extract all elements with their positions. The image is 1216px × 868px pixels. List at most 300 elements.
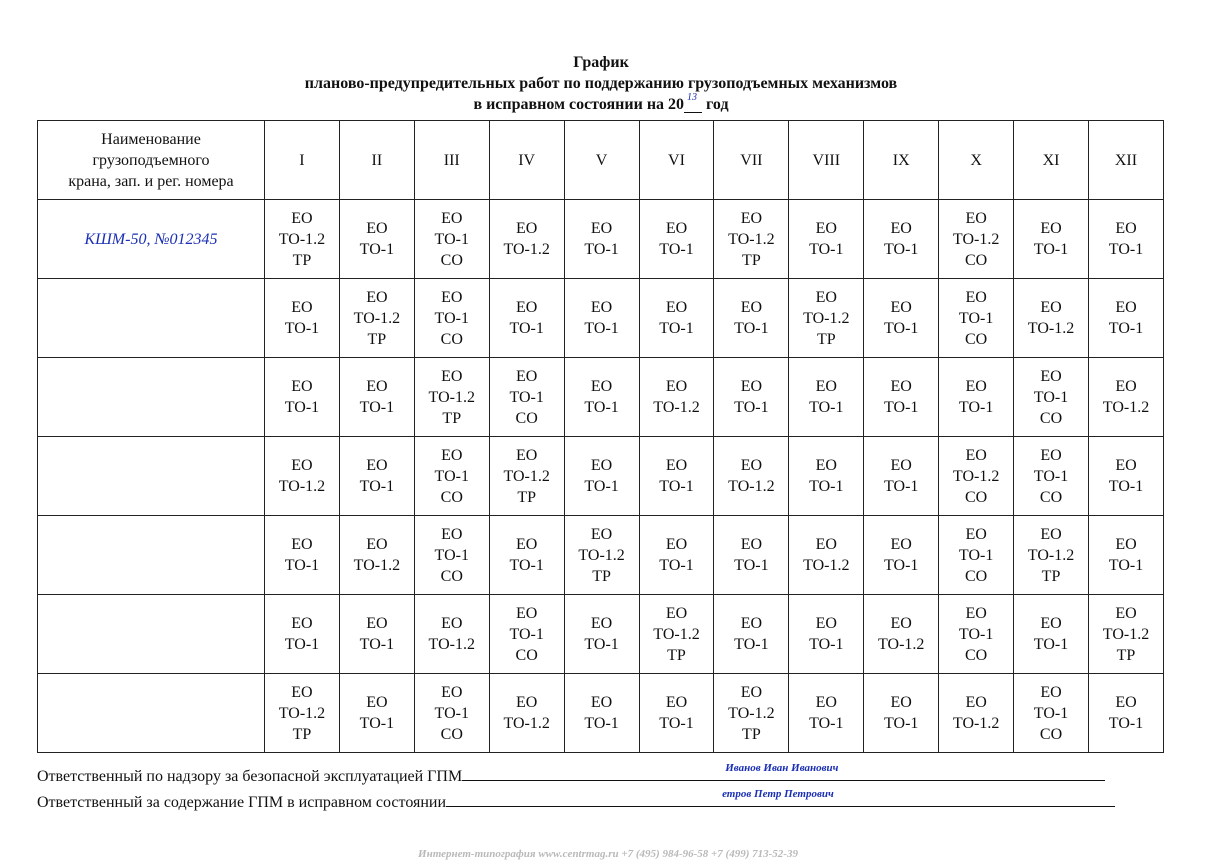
schedule-cell	[489, 595, 564, 674]
schedule-cell	[939, 358, 1014, 437]
crane-name-cell	[38, 279, 265, 358]
maintenance-code: ТО-1	[1033, 704, 1069, 722]
schedule-cell	[564, 516, 639, 595]
schedule-cell	[714, 279, 789, 358]
maintenance-code: ЕО	[815, 694, 837, 711]
supervision-signature-line	[37, 762, 1105, 787]
schedule-cell	[1014, 200, 1089, 279]
schedule-cell	[714, 516, 789, 595]
maintenance-code: ЕО	[665, 220, 688, 237]
maintenance-code: ТО-1	[809, 636, 844, 653]
crane-name-header-line: грузоподъемного	[92, 151, 210, 169]
maintenance-code: СО	[1039, 488, 1063, 506]
maintenance-code: ТР	[592, 567, 611, 585]
maintenance-code: ЕО	[1115, 299, 1137, 316]
maintenance-code: СО	[440, 567, 463, 585]
maintenance-code: ТО-1	[509, 557, 544, 574]
schedule-cell	[339, 595, 414, 674]
schedule-cell	[1014, 595, 1089, 674]
schedule-cell	[1088, 516, 1163, 595]
maintenance-code: ТО-1	[359, 636, 395, 653]
schedule-cell	[1014, 674, 1089, 753]
maintenance-code: ТО-1.2	[503, 715, 550, 732]
maintenance-code: ЕО	[740, 209, 763, 227]
maintenance-code: ТР	[367, 330, 387, 348]
maintenance-code: ЕО	[965, 288, 987, 306]
schedule-cell	[789, 516, 864, 595]
schedule-cell	[339, 279, 414, 358]
maintenance-code: ЕО	[890, 536, 912, 553]
maintenance-code: ЕО	[291, 457, 313, 474]
maintenance-code: ЕО	[590, 615, 613, 632]
maintenance-code: ТО-1.2	[952, 715, 1000, 732]
schedule-cell	[639, 437, 714, 516]
maintenance-code: СО	[515, 409, 538, 427]
maintenance-code: СО	[440, 725, 463, 743]
schedule-cell	[789, 200, 864, 279]
maintenance-code: ТР	[667, 646, 686, 664]
maintenance-code: ЕО	[665, 299, 688, 316]
schedule-cell	[714, 437, 789, 516]
schedule-cell	[939, 437, 1014, 516]
maintenance-code: ЕО	[590, 457, 613, 474]
schedule-cell	[714, 595, 789, 674]
schedule-cell	[489, 516, 564, 595]
schedule-cell	[265, 516, 340, 595]
maintenance-code: ТО-1	[359, 241, 395, 258]
schedule-cell	[864, 437, 939, 516]
maintenance-code: ТО-1	[584, 320, 619, 337]
maintenance-code: ТР	[1041, 567, 1061, 585]
maintenance-code: ЕО	[1040, 446, 1062, 464]
maintenance-code: ЕО	[815, 615, 837, 632]
schedule-cell	[489, 674, 564, 753]
crane-name-header-line: Наименование	[101, 130, 201, 148]
schedule-cell	[939, 595, 1014, 674]
schedule-cell	[789, 437, 864, 516]
schedule-cell	[339, 358, 414, 437]
maintenance-code: ТО-1	[958, 546, 994, 564]
month-header: I	[265, 121, 340, 200]
table-body	[38, 200, 1164, 753]
schedule-cell	[789, 674, 864, 753]
maintenance-code: ЕО	[965, 378, 987, 395]
maintenance-code: ЕО	[740, 457, 763, 474]
maintenance-code: ЕО	[965, 446, 987, 464]
table-row	[38, 437, 1164, 516]
maintenance-code: ЕО	[740, 615, 763, 632]
schedule-cell	[414, 437, 489, 516]
maintenance-code: СО	[964, 251, 988, 269]
maintenance-code: ЕО	[590, 299, 613, 316]
schedule-cell	[414, 200, 489, 279]
maintenance-label: Ответственный за содержание ГПМ в исправном состоянии	[37, 794, 447, 811]
month-header: VII	[714, 121, 789, 200]
schedule-cell	[864, 595, 939, 674]
maintenance-code: ЕО	[815, 378, 837, 395]
schedule-cell	[265, 358, 340, 437]
maintenance-code: ТО-1	[359, 399, 395, 416]
maintenance-code: ЕО	[965, 694, 987, 711]
maintenance-code: ЕО	[291, 209, 313, 227]
crane-name-cell	[38, 674, 265, 753]
maintenance-code: ЕО	[890, 220, 912, 237]
maintenance-code: ТО-1.2	[952, 230, 1000, 248]
maintenance-code: ЕО	[1115, 694, 1137, 711]
schedule-cell	[939, 200, 1014, 279]
maintenance-code: ЕО	[291, 683, 313, 701]
maintenance-code: ТО-1.2	[653, 625, 700, 643]
crane-name-header	[38, 121, 265, 200]
maintenance-code: СО	[1039, 409, 1063, 427]
schedule-cell	[265, 437, 340, 516]
maintenance-code: ТО-1	[958, 309, 994, 327]
maintenance-code: ТО-1	[659, 320, 694, 337]
maintenance-code: ЕО	[441, 446, 463, 464]
schedule-cell	[639, 279, 714, 358]
maintenance-code: СО	[1039, 725, 1063, 743]
maintenance-code: ТО-1	[584, 636, 619, 653]
maintenance-code: ТО-1.2	[278, 478, 326, 495]
maintenance-code: СО	[440, 330, 463, 348]
table-row	[38, 516, 1164, 595]
schedule-cell	[564, 595, 639, 674]
month-header: III	[414, 121, 489, 200]
schedule-cell	[639, 358, 714, 437]
maintenance-code: СО	[964, 646, 988, 664]
maintenance-code: ЕО	[366, 694, 388, 711]
schedule-cell	[864, 279, 939, 358]
maintenance-code: ТО-1.2	[728, 230, 775, 248]
maintenance-code: ЕО	[366, 536, 388, 553]
maintenance-code: ЕО	[516, 536, 538, 553]
maintenance-code: ТО-1	[434, 467, 469, 485]
crane-name-cell	[38, 516, 265, 595]
table-row	[38, 200, 1164, 279]
schedule-cell	[864, 200, 939, 279]
maintenance-code: ТО-1	[883, 241, 919, 258]
schedule-cell	[564, 279, 639, 358]
schedule-cell	[714, 674, 789, 753]
schedule-cell	[789, 279, 864, 358]
maintenance-code: ЕО	[665, 604, 688, 622]
schedule-cell	[864, 358, 939, 437]
maintenance-code: ЕО	[740, 536, 763, 553]
maintenance-code: ТО-1	[734, 557, 769, 574]
maintenance-code: ТР	[517, 488, 536, 506]
maintenance-code: СО	[440, 488, 463, 506]
schedule-cell	[639, 200, 714, 279]
maintenance-code: ТО-1.2	[428, 636, 475, 653]
maintenance-code: ЕО	[366, 457, 388, 474]
year-field	[684, 92, 702, 113]
schedule-cell	[1014, 437, 1089, 516]
maintenance-code: ЕО	[1115, 378, 1137, 395]
maintenance-code: ТО-1	[584, 478, 619, 495]
maintenance-code: ЕО	[516, 694, 538, 711]
schedule-cell	[1088, 279, 1163, 358]
maintenance-code: СО	[964, 330, 988, 348]
schedule-cell	[1088, 358, 1163, 437]
maintenance-code: ТО-1	[434, 546, 469, 564]
maintenance-code: ЕО	[291, 299, 313, 316]
maintenance-code: ТР	[742, 725, 761, 743]
maintenance-code: ТО-1	[1108, 557, 1144, 574]
supervision-label: Ответственный по надзору за безопасной эксплуатацией ГПМ	[37, 768, 463, 785]
schedule-cell	[864, 516, 939, 595]
maintenance-code: ТО-1.2	[1027, 320, 1075, 337]
schedule-cell	[489, 437, 564, 516]
crane-name-cell: КШМ-50, №012345	[38, 200, 265, 279]
maintenance-code: ЕО	[516, 299, 538, 316]
maintenance-code: ЕО	[890, 299, 912, 316]
maintenance-code: ЕО	[516, 446, 538, 464]
schedule-cell	[414, 595, 489, 674]
schedule-cell	[864, 674, 939, 753]
maintenance-code: ТР	[816, 330, 836, 348]
crane-name-header-line: крана, зап. и рег. номера	[68, 172, 234, 190]
schedule-cell	[414, 358, 489, 437]
schedule-cell	[1088, 200, 1163, 279]
schedule-cell	[489, 358, 564, 437]
year-line-prefix: в исправном состоянии на 20	[473, 96, 685, 113]
schedule-cell	[564, 674, 639, 753]
crane-name-cell	[38, 595, 265, 674]
maintenance-code: ЕО	[516, 604, 538, 622]
table-row	[38, 595, 1164, 674]
maintenance-code: ЕО	[441, 683, 463, 701]
year-value: 13	[687, 92, 698, 103]
maintenance-signature-field	[446, 788, 1115, 807]
maintenance-code: ЕО	[441, 367, 463, 385]
maintenance-code: ТО-1	[659, 241, 694, 258]
maintenance-code: ЕО	[665, 378, 688, 395]
maintenance-code: ТО-1	[958, 399, 994, 416]
schedule-cell	[414, 279, 489, 358]
maintenance-code: ЕО	[965, 604, 987, 622]
maintenance-code: ТО-1	[1033, 636, 1069, 653]
schedule-cell	[639, 674, 714, 753]
maintenance-code: ТО-1	[509, 625, 544, 643]
schedule-cell	[339, 437, 414, 516]
maintenance-code: ТО-1.2	[578, 546, 625, 564]
maintenance-code: ТО-1.2	[952, 467, 1000, 485]
maintenance-code: СО	[964, 488, 988, 506]
maintenance-code: ТО-1	[809, 241, 844, 258]
maintenance-code: ТО-1.2	[1102, 625, 1150, 643]
maintenance-code: ТО-1	[809, 715, 844, 732]
maintenance-code: ЕО	[890, 457, 912, 474]
schedule-cell	[564, 358, 639, 437]
table-row	[38, 279, 1164, 358]
document-title: График	[573, 54, 629, 71]
maintenance-code: ЕО	[590, 694, 613, 711]
schedule-cell	[714, 358, 789, 437]
schedule-cell	[714, 200, 789, 279]
schedule-cell	[1088, 437, 1163, 516]
maintenance-code: ТО-1.2	[353, 309, 401, 327]
maintenance-code: ЕО	[1040, 220, 1062, 237]
maintenance-code: ТО-1	[883, 557, 919, 574]
maintenance-code: ЕО	[1115, 220, 1137, 237]
maintenance-code: ЕО	[291, 536, 313, 553]
table-header-row	[38, 121, 1164, 200]
maintenance-code: ТО-1	[1033, 241, 1069, 258]
maintenance-code: ТО-1.2	[503, 241, 550, 258]
maintenance-code: ЕО	[366, 220, 388, 237]
maintenance-code: ЕО	[291, 615, 313, 632]
maintenance-code: ТО-1	[1108, 241, 1144, 258]
maintenance-code: ЕО	[366, 615, 388, 632]
maintenance-code: ЕО	[890, 694, 912, 711]
maintenance-code: ЕО	[516, 367, 538, 385]
supervision-signature-field	[462, 762, 1105, 781]
schedule-cell	[265, 279, 340, 358]
maintenance-code: ТО-1	[734, 320, 769, 337]
maintenance-code: ЕО	[665, 694, 688, 711]
supervision-name: Иванов Иван Иванович	[725, 762, 839, 774]
maintenance-code: ЕО	[441, 288, 463, 306]
maintenance-code: ТО-1	[284, 557, 320, 574]
maintenance-code: ЕО	[815, 457, 837, 474]
maintenance-code: ЕО	[1040, 615, 1062, 632]
maintenance-code: ЕО	[740, 683, 763, 701]
maintenance-code: ТО-1	[284, 320, 320, 337]
schedule-cell	[489, 200, 564, 279]
maintenance-code: ТО-1	[883, 399, 919, 416]
maintenance-code: ТО-1.2	[653, 399, 700, 416]
maintenance-code: ЕО	[815, 288, 837, 306]
schedule-cell	[639, 516, 714, 595]
maintenance-code: ТО-1	[958, 625, 994, 643]
maintenance-code: ТО-1.2	[278, 230, 326, 248]
table-row	[38, 674, 1164, 753]
maintenance-code: ЕО	[1040, 299, 1062, 316]
maintenance-code: ТО-1	[734, 636, 769, 653]
maintenance-code: ЕО	[1040, 525, 1062, 543]
month-header: V	[564, 121, 639, 200]
maintenance-code: ТР	[742, 251, 761, 269]
schedule-cell	[339, 516, 414, 595]
document-subtitle: планово-предупредительных работ по поддержанию грузоподъемных механизмов	[304, 75, 898, 92]
month-header: IV	[489, 121, 564, 200]
maintenance-code: ТО-1	[584, 241, 619, 258]
maintenance-code: ТО-1.2	[353, 557, 401, 574]
schedule-cell	[789, 595, 864, 674]
maintenance-code: ЕО	[890, 615, 912, 632]
maintenance-code: ЕО	[590, 220, 613, 237]
month-header: VI	[639, 121, 714, 200]
maintenance-code: ЕО	[740, 378, 763, 395]
maintenance-code: ТО-1.2	[278, 704, 326, 722]
schedule-cell	[265, 674, 340, 753]
maintenance-code: ЕО	[740, 299, 763, 316]
maintenance-code: ЕО	[590, 378, 613, 395]
maintenance-code: ТО-1.2	[1102, 399, 1150, 416]
maintenance-code: ЕО	[441, 615, 463, 632]
maintenance-code: ТР	[292, 725, 312, 743]
maintenance-code: ТО-1	[659, 478, 694, 495]
month-header: XII	[1088, 121, 1163, 200]
month-header: IX	[864, 121, 939, 200]
schedule-cell	[564, 200, 639, 279]
maintenance-code: СО	[964, 567, 988, 585]
maintenance-code: ТО-1	[434, 309, 469, 327]
maintenance-code: ЕО	[516, 220, 538, 237]
maintenance-code: ТО-1	[284, 636, 320, 653]
maintenance-code: ТО-1.2	[728, 704, 775, 722]
schedule-cell	[939, 674, 1014, 753]
maintenance-code: СО	[515, 646, 538, 664]
maintenance-code: ЕО	[441, 209, 463, 227]
month-header: X	[939, 121, 1014, 200]
table-row	[38, 358, 1164, 437]
maintenance-code: ЕО	[1115, 536, 1137, 553]
maintenance-code: ЕО	[965, 525, 987, 543]
schedule-cell	[414, 674, 489, 753]
maintenance-code: ЕО	[1115, 604, 1137, 622]
maintenance-code: ЕО	[890, 378, 912, 395]
month-header: XI	[1014, 121, 1089, 200]
crane-name-cell	[38, 358, 265, 437]
schedule-cell	[939, 516, 1014, 595]
maintenance-schedule-table	[37, 120, 1164, 753]
maintenance-code: ЕО	[665, 536, 688, 553]
maintenance-code: ТО-1.2	[503, 467, 550, 485]
maintenance-code: ТО-1	[509, 320, 544, 337]
printer-footer: Интернет-типография www.centrmag.ru +7 (495) 984-96-58 +7 (499) 713-52-39	[418, 848, 798, 860]
maintenance-code: ТО-1	[434, 704, 469, 722]
maintenance-code: ТР	[442, 409, 462, 427]
schedule-cell	[339, 200, 414, 279]
maintenance-code: ТО-1	[1033, 467, 1069, 485]
maintenance-name: етров Петр Петрович	[722, 788, 834, 800]
maintenance-code: ТО-1.2	[1027, 546, 1075, 564]
maintenance-code: ТО-1	[883, 478, 919, 495]
maintenance-code: ТО-1.2	[803, 557, 850, 574]
maintenance-code: ТО-1	[284, 399, 320, 416]
maintenance-code: ЕО	[1040, 683, 1062, 701]
maintenance-code: ТО-1	[359, 715, 395, 732]
maintenance-code: ЕО	[815, 220, 837, 237]
month-header: VIII	[789, 121, 864, 200]
schedule-cell	[1014, 358, 1089, 437]
year-line-suffix: год	[706, 96, 729, 113]
maintenance-code: ТО-1	[584, 399, 619, 416]
maintenance-code: ТО-1	[659, 557, 694, 574]
maintenance-code: ТО-1	[659, 715, 694, 732]
maintenance-code: ТО-1.2	[728, 478, 775, 495]
maintenance-code: ЕО	[965, 209, 987, 227]
maintenance-code: ТО-1	[359, 478, 395, 495]
maintenance-code: ЕО	[815, 536, 837, 553]
maintenance-code: ЕО	[366, 288, 388, 306]
maintenance-code: СО	[440, 251, 463, 269]
schedule-cell	[564, 437, 639, 516]
maintenance-code: ТО-1	[883, 715, 919, 732]
schedule-cell	[939, 279, 1014, 358]
schedule-cell	[265, 200, 340, 279]
schedule-cell	[339, 674, 414, 753]
schedule-cell	[489, 279, 564, 358]
schedule-cell	[1014, 516, 1089, 595]
document-year-line	[0, 94, 1202, 115]
maintenance-code: ЕО	[366, 378, 388, 395]
document-title-block	[0, 52, 1202, 115]
maintenance-code: ЕО	[1115, 457, 1137, 474]
maintenance-code: ТО-1	[809, 478, 844, 495]
maintenance-code: ТО-1.2	[877, 636, 925, 653]
